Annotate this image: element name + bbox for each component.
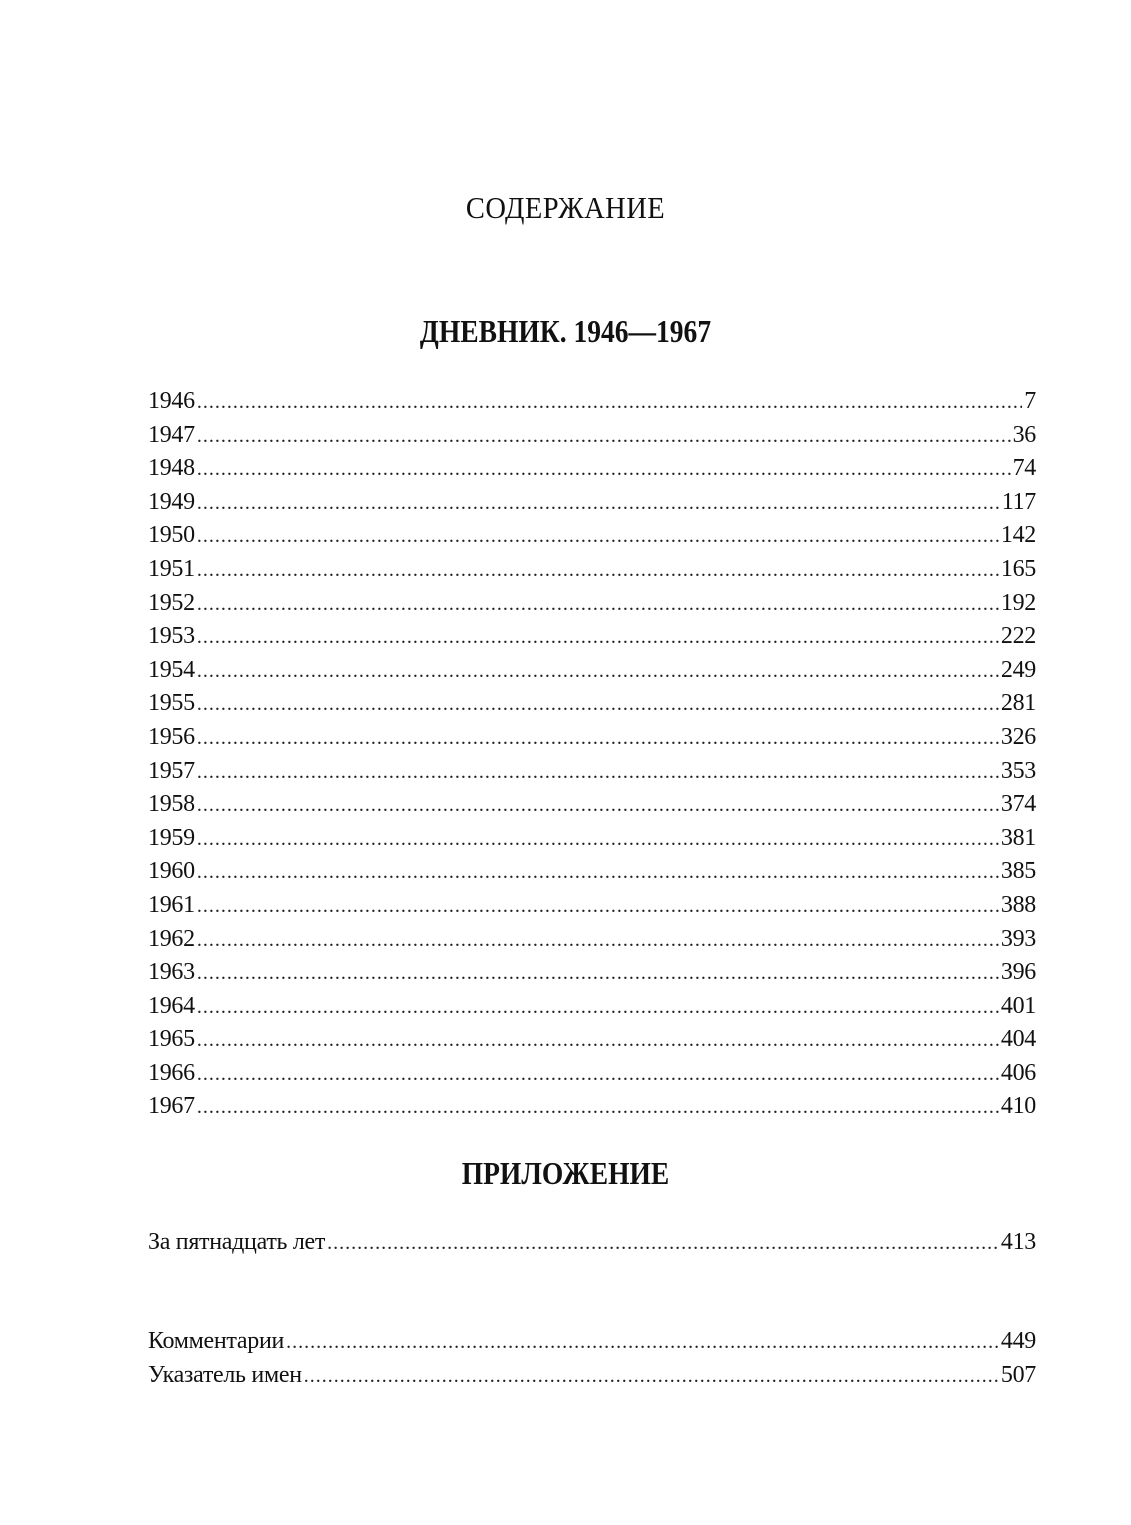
dot-leader bbox=[197, 991, 999, 1025]
diary-toc-entry[interactable] bbox=[148, 654, 1036, 688]
toc-entry-label: 1950 bbox=[148, 522, 195, 549]
toc-entry-page-number: 393 bbox=[1000, 925, 1036, 952]
toc-entry-label: 1946 bbox=[148, 388, 195, 414]
toc-entry-label: 1962 bbox=[148, 925, 195, 952]
appendix-section-heading: ПРИЛОЖЕНИЕ bbox=[461, 1155, 670, 1191]
toc-entry-page-number: 165 bbox=[1000, 555, 1036, 582]
back-matter-toc-entry[interactable] bbox=[148, 1359, 1036, 1393]
diary-toc-entry[interactable] bbox=[148, 721, 1036, 755]
toc-entry-page-number: 404 bbox=[1000, 1026, 1036, 1053]
toc-entry-label: За пятнадцать лет bbox=[148, 1229, 326, 1255]
diary-toc-entry[interactable] bbox=[148, 822, 1036, 856]
toc-entry-label: 1959 bbox=[148, 824, 195, 851]
page-title: СОДЕРЖАНИЕ bbox=[465, 190, 666, 225]
dot-leader bbox=[197, 789, 999, 823]
toc-entry-page-number: 7 bbox=[1024, 388, 1036, 414]
diary-toc-entry[interactable] bbox=[148, 553, 1036, 587]
dot-leader bbox=[197, 655, 999, 689]
dot-leader bbox=[197, 487, 1000, 521]
toc-entry-page-number: 142 bbox=[1000, 522, 1036, 549]
back-matter-toc-entry[interactable] bbox=[148, 1325, 1036, 1359]
toc-entry-page-number: 401 bbox=[1000, 992, 1036, 1019]
toc-entry-page-number: 396 bbox=[1000, 959, 1036, 986]
dot-leader bbox=[197, 453, 1011, 487]
toc-entry-label: 1956 bbox=[148, 723, 195, 750]
toc-entry-label: 1954 bbox=[148, 656, 195, 683]
toc-entry-page-number: 507 bbox=[1000, 1361, 1036, 1388]
toc-entry-label: 1948 bbox=[148, 455, 195, 482]
dot-leader bbox=[197, 823, 999, 857]
toc-entry-page-number: 449 bbox=[1000, 1328, 1036, 1354]
toc-entry-page-number: 410 bbox=[1000, 1093, 1036, 1120]
toc-entry-label: 1963 bbox=[148, 959, 195, 986]
toc-entry-page-number: 374 bbox=[1000, 791, 1036, 818]
dot-leader bbox=[197, 756, 999, 790]
diary-toc-entry[interactable] bbox=[148, 889, 1036, 923]
diary-toc-entry[interactable] bbox=[148, 855, 1036, 889]
toc-entry-label: 1960 bbox=[148, 858, 195, 885]
dot-leader bbox=[197, 688, 999, 722]
diary-section-heading: ДНЕВНИК. 1946—1967 bbox=[419, 313, 712, 349]
diary-toc-entry[interactable] bbox=[148, 755, 1036, 789]
toc-entry-page-number: 381 bbox=[1000, 824, 1036, 851]
toc-entry-label: Комментарии bbox=[148, 1328, 285, 1354]
dot-leader bbox=[197, 957, 999, 991]
toc-entry-label: 1951 bbox=[148, 555, 195, 582]
toc-entry-page-number: 326 bbox=[1000, 723, 1036, 750]
toc-entry-label: 1955 bbox=[148, 690, 195, 717]
dot-leader bbox=[197, 588, 999, 622]
dot-leader bbox=[197, 520, 999, 554]
dot-leader bbox=[197, 420, 1011, 454]
toc-entry-page-number: 222 bbox=[1000, 623, 1036, 650]
diary-toc-entry[interactable] bbox=[148, 788, 1036, 822]
diary-toc-entry[interactable] bbox=[148, 1090, 1036, 1124]
diary-toc-entry[interactable] bbox=[148, 587, 1036, 621]
toc-entry-page-number: 413 bbox=[1000, 1229, 1036, 1255]
toc-entry-label: 1961 bbox=[148, 891, 195, 918]
dot-leader bbox=[197, 924, 999, 958]
toc-entry-page-number: 353 bbox=[1000, 757, 1036, 784]
dot-leader bbox=[197, 890, 999, 924]
toc-entry-page-number: 74 bbox=[1012, 455, 1036, 482]
toc-entry-page-number: 406 bbox=[1000, 1059, 1036, 1086]
toc-entry-label: 1966 bbox=[148, 1059, 195, 1086]
dot-leader bbox=[327, 1227, 999, 1261]
diary-toc-entry[interactable] bbox=[148, 1023, 1036, 1057]
dot-leader bbox=[197, 1024, 999, 1058]
diary-toc-entry[interactable] bbox=[148, 990, 1036, 1024]
toc-entry-page-number: 117 bbox=[1001, 488, 1036, 515]
diary-toc-entry[interactable] bbox=[148, 519, 1036, 553]
appendix-toc-list bbox=[148, 1226, 1036, 1260]
dot-leader bbox=[197, 1058, 999, 1092]
toc-entry-label: 1947 bbox=[148, 421, 195, 448]
toc-entry-label: 1953 bbox=[148, 623, 195, 650]
toc-entry-page-number: 249 bbox=[1000, 656, 1036, 683]
toc-entry-label: 1957 bbox=[148, 757, 195, 784]
toc-entry-label: 1952 bbox=[148, 589, 195, 616]
toc-entry-page-number: 388 bbox=[1000, 891, 1036, 918]
toc-entry-page-number: 385 bbox=[1000, 858, 1036, 885]
diary-toc-entry[interactable] bbox=[148, 687, 1036, 721]
dot-leader bbox=[197, 856, 999, 890]
appendix-toc-entry[interactable] bbox=[148, 1226, 1036, 1260]
diary-toc-entry[interactable] bbox=[148, 923, 1036, 957]
toc-entry-label: 1965 bbox=[148, 1026, 195, 1053]
diary-toc-entry[interactable] bbox=[148, 620, 1036, 654]
diary-toc-entry[interactable] bbox=[148, 452, 1036, 486]
diary-toc-entry[interactable] bbox=[148, 385, 1036, 419]
toc-entry-label: 1958 bbox=[148, 791, 195, 818]
diary-toc-list bbox=[148, 385, 1036, 1124]
diary-toc-entry[interactable] bbox=[148, 486, 1036, 520]
dot-leader bbox=[197, 554, 999, 588]
dot-leader bbox=[197, 722, 999, 756]
toc-entry-page-number: 281 bbox=[1000, 690, 1036, 717]
toc-entry-page-number: 36 bbox=[1012, 421, 1036, 448]
dot-leader bbox=[197, 386, 1022, 420]
diary-toc-entry[interactable] bbox=[148, 419, 1036, 453]
toc-entry-label: 1967 bbox=[148, 1093, 195, 1120]
toc-entry-label: 1964 bbox=[148, 992, 195, 1019]
diary-toc-entry[interactable] bbox=[148, 956, 1036, 990]
dot-leader bbox=[286, 1326, 999, 1360]
dot-leader bbox=[197, 621, 999, 655]
diary-toc-entry[interactable] bbox=[148, 1057, 1036, 1091]
dot-leader bbox=[197, 1091, 999, 1125]
toc-entry-label: Указатель имен bbox=[148, 1361, 302, 1388]
toc-entry-label: 1949 bbox=[148, 488, 195, 515]
toc-entry-page-number: 192 bbox=[1000, 589, 1036, 616]
dot-leader bbox=[304, 1360, 999, 1394]
back-matter-toc-list bbox=[148, 1325, 1036, 1392]
